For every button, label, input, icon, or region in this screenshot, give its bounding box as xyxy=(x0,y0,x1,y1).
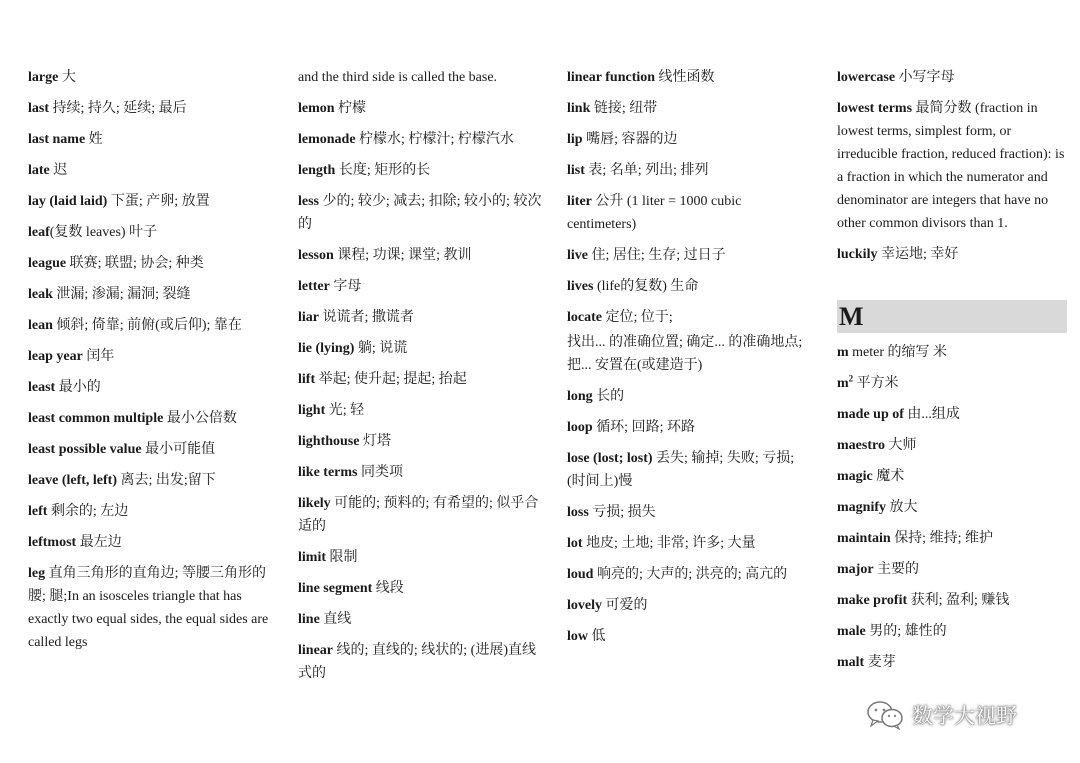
entry-definition: 剩余的; 左边 xyxy=(47,504,129,519)
entry-definition: 姓 xyxy=(85,132,103,147)
entry-term: link xyxy=(567,101,591,116)
glossary-entry-maestro xyxy=(837,434,1069,457)
entry-definition: 麦芽 xyxy=(864,655,896,670)
entry-term: malt xyxy=(837,655,865,670)
glossary-entry-least-possible-value xyxy=(28,438,273,461)
entry-term: lay (laid laid) xyxy=(28,194,108,209)
entry-term: leaf xyxy=(28,225,50,240)
glossary-entry-list xyxy=(567,159,812,182)
entry-term: less xyxy=(298,194,319,209)
entry-definition: and the third side is called the base. xyxy=(298,70,498,85)
entry-definition: 丢失; 输掉; 失败; 亏损; (时间上)慢 xyxy=(567,451,795,489)
entry-term: magnify xyxy=(837,500,886,515)
entry-definition: 长的 xyxy=(592,389,625,404)
entry-term: magic xyxy=(837,469,873,484)
glossary-entry-locate xyxy=(567,306,812,329)
entry-term: least xyxy=(28,380,56,395)
entry-definition: 课程; 功课; 课堂; 教训 xyxy=(333,248,472,263)
entry-term: large xyxy=(28,70,59,85)
entry-term: lift xyxy=(298,372,316,387)
entry-definition: 保持; 维持; 维护 xyxy=(890,531,993,546)
glossary-entry-lie-lying xyxy=(298,337,543,360)
entry-definition: 举起; 使升起; 提起; 抬起 xyxy=(315,372,467,387)
entry-term: luckily xyxy=(837,247,878,262)
glossary-entry-league xyxy=(28,252,273,275)
entry-definition: 由...组成 xyxy=(903,407,960,422)
entry-term: m xyxy=(837,376,849,391)
entry-term: left xyxy=(28,504,48,519)
entry-term: loop xyxy=(567,420,593,435)
glossary-entry-large xyxy=(28,66,273,89)
entry-definition: 低 xyxy=(588,629,606,644)
entry-definition: 大师 xyxy=(884,438,917,453)
entry-term: lowercase xyxy=(837,70,896,85)
entry-term: leak xyxy=(28,287,53,302)
glossary-column-1 xyxy=(28,66,273,662)
entry-definition: 直线 xyxy=(319,612,352,627)
entry-term: lip xyxy=(567,132,583,147)
entry-term: live xyxy=(567,248,588,263)
entry-definition: 下蛋; 产卵; 放置 xyxy=(107,194,210,209)
glossary-entry-like-terms xyxy=(298,461,543,484)
glossary-column-3 xyxy=(567,66,812,656)
entry-definition: 定位; 位于; xyxy=(601,310,673,325)
entry-definition: (life的复数) 生命 xyxy=(593,279,699,294)
glossary-entry-major xyxy=(837,558,1069,581)
entry-definition: 魔术 xyxy=(872,469,905,484)
entry-term: locate xyxy=(567,310,602,325)
glossary-column-2 xyxy=(298,66,543,693)
entry-term: lot xyxy=(567,536,583,551)
watermark xyxy=(866,700,1017,730)
entry-term: last name xyxy=(28,132,86,147)
glossary-entry-live xyxy=(567,244,812,267)
entry-term: linear function xyxy=(567,70,656,85)
entry-definition: 地皮; 土地; 非常; 许多; 大量 xyxy=(582,536,756,551)
glossary-entry-continued xyxy=(567,331,812,377)
glossary-entry-lip xyxy=(567,128,812,151)
entry-definition: 放大 xyxy=(886,500,918,515)
entry-definition: 最小的 xyxy=(55,380,101,395)
glossary-entry-lot xyxy=(567,532,812,555)
entry-definition: 线的; 直线的; 线状的; (进展)直线式的 xyxy=(298,643,536,681)
entry-term: maestro xyxy=(837,438,885,453)
entry-definition: 离去; 出发;留下 xyxy=(117,473,216,488)
entry-definition: 最简分数 (fraction in lowest terms, simplest form, or irreducible fraction, reduced fraction): is a fraction in which the numerator and denominator are integers that have no other common divisors than 1. xyxy=(837,101,1065,231)
entry-definition: 男的; 雄性的 xyxy=(865,624,947,639)
glossary-entry-leap-year xyxy=(28,345,273,368)
glossary-entry-length xyxy=(298,159,543,182)
entry-definition: 字母 xyxy=(329,279,362,294)
entry-definition: 循环; 回路; 环路 xyxy=(592,420,695,435)
glossary-entry-leaf xyxy=(28,221,273,244)
entry-definition: 同类项 xyxy=(357,465,403,480)
entry-term: maintain xyxy=(837,531,891,546)
entry-term: liter xyxy=(567,194,592,209)
entry-definition: 直角三角形的直角边; 等腰三角形的腰; 腿;In an isosceles triangle that has exactly two equal sides, the equal sides are called legs xyxy=(28,566,269,650)
entry-term: liar xyxy=(298,310,319,325)
entry-term: lovely xyxy=(567,598,602,613)
glossary-entry-less xyxy=(298,190,543,236)
entry-definition: 幸运地; 幸好 xyxy=(877,247,959,262)
entry-term: light xyxy=(298,403,326,418)
glossary-entry-linear-function xyxy=(567,66,812,89)
entry-term: league xyxy=(28,256,67,271)
entry-definition: 表; 名单; 列出; 排列 xyxy=(584,163,709,178)
entry-definition: 找出... 的准确位置; 确定... 的准确地点; 把... 安置在(或建造于) xyxy=(567,335,803,373)
glossary-entry-make-profit xyxy=(837,589,1069,612)
glossary-entry-leave-left-left xyxy=(28,469,273,492)
entry-definition: 主要的 xyxy=(873,562,920,577)
glossary-entry-letter xyxy=(298,275,543,298)
entry-definition: 最小可能值 xyxy=(141,442,216,457)
entry-definition: 小写字母 xyxy=(895,70,955,85)
glossary-entry-m-squared xyxy=(837,372,1069,395)
entry-definition: 联赛; 联盟; 协会; 种类 xyxy=(66,256,204,271)
entry-term: least common multiple xyxy=(28,411,164,426)
entry-definition: 光; 轻 xyxy=(325,403,365,418)
entry-term: long xyxy=(567,389,593,404)
glossary-entry-lose-lost-lost xyxy=(567,447,812,493)
glossary-entry-light xyxy=(298,399,543,422)
glossary-entry-lemonade xyxy=(298,128,543,151)
glossary-entry-loss xyxy=(567,501,812,524)
entry-definition: 少的; 较少; 减去; 扣除; 较小的; 较次的 xyxy=(298,194,542,232)
entry-term: made up of xyxy=(837,407,904,422)
entry-definition: 可能的; 预料的; 有希望的; 似乎合适的 xyxy=(298,496,539,534)
entry-term: leap year xyxy=(28,349,83,364)
entry-definition: 长度; 矩形的长 xyxy=(335,163,431,178)
glossary-entry-m xyxy=(837,341,1069,364)
entry-definition: 说谎者; 撒谎者 xyxy=(319,310,414,325)
glossary-entry-lesson xyxy=(298,244,543,267)
glossary-entry-lift xyxy=(298,368,543,391)
entry-definition: 线性函数 xyxy=(655,70,715,85)
entry-term: lesson xyxy=(298,248,334,263)
entry-term: lean xyxy=(28,318,53,333)
entry-definition: 平方米 xyxy=(853,376,899,391)
glossary-entry-luckily xyxy=(837,243,1069,266)
entry-term: leave (left, left) xyxy=(28,473,117,488)
glossary-entry-magnify xyxy=(837,496,1069,519)
entry-definition: 可爱的 xyxy=(602,598,648,613)
entry-term: lives xyxy=(567,279,594,294)
entry-definition: 灯塔 xyxy=(359,434,391,449)
glossary-entry-lovely xyxy=(567,594,812,617)
glossary-entry-limit xyxy=(298,546,543,569)
glossary-entry-last-name xyxy=(28,128,273,151)
entry-term: list xyxy=(567,163,585,178)
glossary-entry-leftmost xyxy=(28,531,273,554)
glossary-entry-late xyxy=(28,159,273,182)
entry-term: line xyxy=(298,612,320,627)
glossary-entry-maintain xyxy=(837,527,1069,550)
entry-term: major xyxy=(837,562,874,577)
entry-term: leftmost xyxy=(28,535,77,550)
glossary-entry-likely xyxy=(298,492,543,538)
entry-term: lose (lost; lost) xyxy=(567,451,653,466)
entry-definition: 泄漏; 渗漏; 漏洞; 裂缝 xyxy=(52,287,191,302)
entry-definition: 公升 (1 liter = 1000 cubic centimeters) xyxy=(567,194,742,232)
entry-definition: meter 的缩写 米 xyxy=(848,345,948,360)
entry-definition: 线段 xyxy=(372,581,404,596)
section-heading-m: M xyxy=(837,300,1067,333)
glossary-entry-continued xyxy=(298,66,543,89)
entry-term: limit xyxy=(298,550,326,565)
glossary-entry-lives xyxy=(567,275,812,298)
entry-term: lemonade xyxy=(298,132,356,147)
entry-term: least possible value xyxy=(28,442,142,457)
entry-definition: 嘴唇; 容器的边 xyxy=(582,132,678,147)
entry-definition: 闰年 xyxy=(82,349,115,364)
glossary-entry-last xyxy=(28,97,273,120)
entry-superscript: 2 xyxy=(848,373,854,384)
wechat-icon xyxy=(866,700,904,730)
entry-definition: 大 xyxy=(58,70,76,85)
entry-definition: 链接; 纽带 xyxy=(590,101,658,116)
entry-term: lemon xyxy=(298,101,335,116)
entry-definition: 躺; 说谎 xyxy=(354,341,408,356)
entry-definition: 获利; 盈利; 赚钱 xyxy=(907,593,1010,608)
entry-definition: 住; 居住; 生存; 过日子 xyxy=(588,248,726,263)
entry-definition: 迟 xyxy=(49,163,68,178)
glossary-entry-lemon xyxy=(298,97,543,120)
glossary-entry-line xyxy=(298,608,543,631)
entry-definition: 最左边 xyxy=(76,535,122,550)
entry-definition: 响亮的; 大声的; 洪亮的; 高亢的 xyxy=(593,567,788,582)
glossary-column-4 xyxy=(837,66,1069,682)
glossary-entry-loop xyxy=(567,416,812,439)
glossary-entry-loud xyxy=(567,563,812,586)
entry-term: length xyxy=(298,163,336,178)
glossary-entry-lighthouse xyxy=(298,430,543,453)
entry-term: lighthouse xyxy=(298,434,360,449)
entry-definition: 亏损; 损失 xyxy=(588,505,656,520)
entry-term: letter xyxy=(298,279,330,294)
entry-term: line segment xyxy=(298,581,373,596)
watermark-text: 数学大视野 xyxy=(912,704,1017,728)
glossary-entry-lowest-terms xyxy=(837,97,1069,235)
entry-term: linear xyxy=(298,643,333,658)
entry-term: lowest terms xyxy=(837,101,913,116)
glossary-entry-low xyxy=(567,625,812,648)
glossary-entry-linear xyxy=(298,639,543,685)
entry-term: male xyxy=(837,624,866,639)
glossary-entry-least-common-multiple xyxy=(28,407,273,430)
glossary-entry-leak xyxy=(28,283,273,306)
glossary-entry-left xyxy=(28,500,273,523)
glossary-entry-line-segment xyxy=(298,577,543,600)
glossary-entry-liar xyxy=(298,306,543,329)
entry-definition: 柠檬 xyxy=(334,101,367,116)
glossary-entry-lay-laid-laid xyxy=(28,190,273,213)
glossary-entry-least xyxy=(28,376,273,399)
entry-term: loud xyxy=(567,567,594,582)
entry-definition: 限制 xyxy=(326,550,358,565)
entry-term: late xyxy=(28,163,50,178)
entry-term: likely xyxy=(298,496,331,511)
entry-definition: (复数 leaves) 叶子 xyxy=(49,225,158,240)
entry-term: like terms xyxy=(298,465,358,480)
glossary-entry-magic xyxy=(837,465,1069,488)
entry-term: make profit xyxy=(837,593,908,608)
entry-term: low xyxy=(567,629,588,644)
entry-definition: 倾斜; 倚靠; 前俯(或后仰); 靠在 xyxy=(52,318,242,333)
glossary-entry-male xyxy=(837,620,1069,643)
entry-term: lie (lying) xyxy=(298,341,355,356)
glossary-entry-liter xyxy=(567,190,812,236)
glossary-entry-link xyxy=(567,97,812,120)
glossary-entry-long xyxy=(567,385,812,408)
entry-definition: 最小公倍数 xyxy=(163,411,237,426)
entry-term: m xyxy=(837,345,849,360)
entry-term: last xyxy=(28,101,49,116)
glossary-entry-leg xyxy=(28,562,273,654)
entry-definition: 柠檬水; 柠檬汁; 柠檬汽水 xyxy=(355,132,514,147)
glossary-entry-lowercase xyxy=(837,66,1069,89)
glossary-entry-malt xyxy=(837,651,1069,674)
glossary-entry-made-up-of xyxy=(837,403,1069,426)
entry-term: loss xyxy=(567,505,589,520)
glossary-entry-lean xyxy=(28,314,273,337)
entry-definition: 持续; 持久; 延续; 最后 xyxy=(49,101,187,116)
entry-term: leg xyxy=(28,566,46,581)
